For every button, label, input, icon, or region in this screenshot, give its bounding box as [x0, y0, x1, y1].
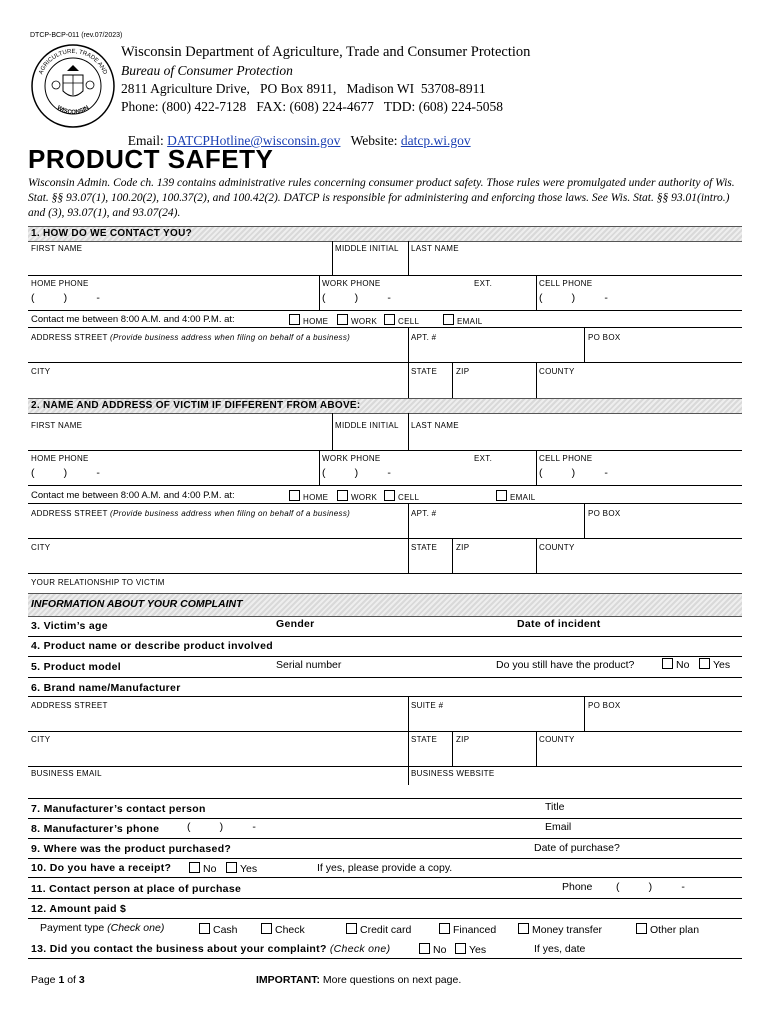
s1-last-name-label: LAST NAME	[411, 244, 459, 253]
section1-header: 1. HOW DO WE CONTACT YOU?	[31, 228, 193, 239]
receipt-no[interactable]: No	[189, 862, 216, 875]
mfr-suite-label: SUITE #	[411, 701, 444, 710]
mfr-state-label: STATE	[411, 735, 438, 744]
checkbox-icon[interactable]	[289, 314, 300, 325]
s1-contact-text: Contact me between 8:00 A.M. and 4:00 P.M. at:	[31, 314, 235, 325]
s1-address-field[interactable]	[30, 344, 406, 360]
checkbox-icon[interactable]	[346, 923, 357, 934]
s2-home-phone-field[interactable]: ( ) -	[31, 467, 100, 479]
checkbox-icon[interactable]	[226, 862, 237, 873]
checkbox-icon[interactable]	[289, 490, 300, 501]
bureau-name: Bureau of Consumer Protection	[121, 63, 293, 78]
checkbox-icon[interactable]	[439, 923, 450, 934]
state-seal-icon	[30, 43, 116, 129]
s1-home-phone-field[interactable]: ( ) -	[31, 292, 100, 304]
s1-county-label: COUNTY	[539, 367, 575, 376]
place-phone-label: Phone	[562, 881, 593, 893]
payment-type-label: Payment type (Check one)	[40, 922, 165, 934]
s1-opt-email[interactable]: EMAIL	[443, 314, 483, 326]
s2-ext-label: EXT.	[474, 454, 493, 463]
contacted-no[interactable]: No	[419, 943, 446, 956]
business-website-label: BUSINESS WEBSITE	[411, 769, 495, 778]
s2-county-label: COUNTY	[539, 543, 575, 552]
q4-label: 4. Product name or describe product involved	[31, 640, 273, 652]
svg-text:WISCONSIN	[56, 105, 91, 116]
s1-cell-phone-label: CELL PHONE	[539, 279, 593, 288]
s1-home-phone-label: HOME PHONE	[31, 279, 89, 288]
s1-ext-label: EXT.	[474, 279, 493, 288]
mfr-county-label: COUNTY	[539, 735, 575, 744]
s2-last-name-label: LAST NAME	[411, 421, 459, 430]
still-have-label: Do you still have the product?	[496, 659, 635, 671]
mfr-phone-field[interactable]: ( ) -	[187, 821, 256, 833]
checkbox-icon[interactable]	[384, 490, 395, 501]
q9-label: 9. Where was the product purchased?	[31, 843, 232, 855]
s1-work-phone-field[interactable]: ( ) -	[322, 292, 391, 304]
pay-check[interactable]: Check	[261, 923, 305, 936]
email-label: Email:	[127, 133, 164, 148]
s1-first-name-field[interactable]	[30, 254, 330, 274]
checkbox-icon[interactable]	[337, 490, 348, 501]
s2-relationship-label: YOUR RELATIONSHIP TO VICTIM	[31, 578, 165, 587]
s2-opt-email[interactable]: EMAIL	[496, 490, 536, 502]
section1-header-band	[28, 226, 742, 242]
s1-opt-cell[interactable]: CELL	[384, 314, 419, 326]
s1-last-name-field[interactable]	[410, 254, 742, 274]
gender-label: Gender	[276, 618, 315, 630]
pay-other[interactable]: Other plan	[636, 923, 699, 936]
s1-zip-label: ZIP	[456, 367, 470, 376]
agency-phones: Phone: (800) 422-7128 FAX: (608) 224-4677 TDD: (608) 224-5058	[121, 99, 503, 114]
s2-apt-label: APT. #	[411, 509, 437, 518]
pay-cash[interactable]: Cash	[199, 923, 238, 936]
complaint-header: INFORMATION ABOUT YOUR COMPLAINT	[31, 598, 243, 610]
q13-label: 13. Did you contact the business about your complaint? (Check one)	[31, 943, 391, 955]
s2-work-phone-label: WORK PHONE	[322, 454, 381, 463]
checkbox-icon[interactable]	[443, 314, 454, 325]
s1-apt-label: APT. #	[411, 333, 437, 342]
s2-po-box-label: PO BOX	[588, 509, 621, 518]
s1-po-box-label: PO BOX	[588, 333, 621, 342]
s2-cell-phone-label: CELL PHONE	[539, 454, 593, 463]
checkbox-icon[interactable]	[261, 923, 272, 934]
mfr-email-label: Email	[545, 821, 572, 833]
pay-money-transfer[interactable]: Money transfer	[518, 923, 602, 936]
page-title: PRODUCT SAFETY	[28, 144, 274, 174]
s2-city-label: CITY	[31, 543, 51, 552]
checkbox-icon[interactable]	[419, 943, 430, 954]
contacted-yes[interactable]: Yes	[455, 943, 486, 956]
checkbox-icon[interactable]	[636, 923, 647, 934]
receipt-yes[interactable]: Yes	[226, 862, 257, 875]
checkbox-icon[interactable]	[189, 862, 200, 873]
still-have-no[interactable]: No	[662, 658, 689, 671]
section2-header-band	[28, 398, 742, 414]
mfr-city-label: CITY	[31, 735, 51, 744]
s2-address-label: ADDRESS STREET (Provide business address when filing on behalf of a business)	[31, 509, 351, 518]
business-email-label: BUSINESS EMAIL	[31, 769, 102, 778]
q7-label: 7. Manufacturer’s contact person	[31, 803, 206, 815]
still-have-yes[interactable]: Yes	[699, 658, 730, 671]
place-phone-field[interactable]: ( ) -	[616, 881, 685, 893]
page-number: Page 1 of 3	[31, 974, 85, 986]
checkbox-icon[interactable]	[699, 658, 710, 669]
seal-bottom-text: WISCONSIN	[55, 104, 91, 116]
s1-opt-home[interactable]: HOME	[289, 314, 328, 326]
s2-first-name-field[interactable]	[30, 431, 330, 449]
s1-middle-initial-field[interactable]	[334, 254, 406, 274]
checkbox-icon[interactable]	[455, 943, 466, 954]
checkbox-icon[interactable]	[337, 314, 348, 325]
mfr-address-label: ADDRESS STREET	[31, 701, 108, 710]
serial-label: Serial number	[276, 659, 342, 671]
agency-name: Wisconsin Department of Agriculture, Trade and Consumer Protection	[121, 44, 531, 60]
s2-middle-initial-label: MIDDLE INITIAL	[335, 421, 399, 430]
s2-state-label: STATE	[411, 543, 438, 552]
s1-work-phone-label: WORK PHONE	[322, 279, 381, 288]
s2-opt-work[interactable]: WORK	[337, 490, 377, 502]
s2-first-name-label: FIRST NAME	[31, 421, 83, 430]
website-link[interactable]: datcp.wi.gov	[400, 133, 471, 148]
s2-opt-cell[interactable]: CELL	[384, 490, 419, 502]
date-purchase-label: Date of purchase?	[534, 842, 620, 854]
s1-first-name-label: FIRST NAME	[31, 244, 83, 253]
q8-label: 8. Manufacturer’s phone	[31, 823, 160, 835]
checkbox-icon[interactable]	[496, 490, 507, 501]
checkbox-icon[interactable]	[384, 314, 395, 325]
s1-address-label: ADDRESS STREET (Provide business address when filing on behalf of a business)	[31, 333, 351, 342]
s1-state-label: STATE	[411, 367, 438, 376]
checkbox-icon[interactable]	[662, 658, 673, 669]
s2-contact-text: Contact me between 8:00 A.M. and 4:00 P.M. at:	[31, 490, 235, 501]
complaint-header-band	[28, 593, 742, 617]
q12-label: 12. Amount paid $	[31, 903, 127, 915]
q5-label: 5. Product model	[31, 661, 121, 673]
s2-home-phone-label: HOME PHONE	[31, 454, 89, 463]
s2-opt-home[interactable]: HOME	[289, 490, 328, 502]
if-yes-date-label: If yes, date	[534, 943, 586, 955]
pay-credit[interactable]: Credit card	[346, 923, 411, 936]
seal-top-text: AGRICULTURE, TRADE AND	[38, 48, 108, 76]
q11-label: 11. Contact person at place of purchase	[31, 883, 242, 895]
email-link[interactable]: DATCPHotline@wisconsin.gov	[167, 133, 341, 148]
important-note: IMPORTANT: More questions on next page.	[256, 974, 462, 986]
form-id: DTCP-BCP-011 (rev.07/2023)	[30, 32, 123, 39]
title-label: Title	[545, 801, 565, 813]
q6-label: 6. Brand name/Manufacturer	[31, 682, 181, 694]
section2-header: 2. NAME AND ADDRESS OF VICTIM IF DIFFERENT FROM ABOVE:	[31, 400, 361, 411]
checkbox-icon[interactable]	[199, 923, 210, 934]
pay-financed[interactable]: Financed	[439, 923, 496, 936]
q3-label: 3. Victim’s age	[31, 620, 108, 632]
mfr-po-box-label: PO BOX	[588, 701, 621, 710]
mfr-zip-label: ZIP	[456, 735, 470, 744]
s2-cell-phone-field[interactable]: ( ) -	[539, 467, 608, 479]
s1-middle-initial-label: MIDDLE INITIAL	[335, 244, 399, 253]
s1-city-field[interactable]	[30, 378, 406, 396]
s2-work-phone-field[interactable]: ( ) -	[322, 467, 391, 479]
s1-city-label: CITY	[31, 367, 51, 376]
date-incident-label: Date of incident	[517, 618, 601, 630]
q10-label: 10. Do you have a receipt?	[31, 862, 172, 874]
receipt-note: If yes, please provide a copy.	[317, 862, 453, 874]
s1-opt-work[interactable]: WORK	[337, 314, 377, 326]
intro-text: Wisconsin Admin. Code ch. 139 contains administrative rules concerning consumer product safety. Those rules were promulgated under authority of Wis. Stat. §§ 93.07(1), 100.20(2), 100.37(2), and 100.42(2). DATCP is responsible for administering and enforcing those laws. See Wis. Stat. §§ 93.01(intro.) and (3), 93.07(1), and 93.07(24).	[28, 177, 735, 219]
agency-address: 2811 Agriculture Drive, PO Box 8911, Madison WI 53708-8911	[121, 81, 486, 96]
s2-zip-label: ZIP	[456, 543, 470, 552]
s1-cell-phone-field[interactable]: ( ) -	[539, 292, 608, 304]
website-label: Website:	[350, 133, 398, 148]
checkbox-icon[interactable]	[518, 923, 529, 934]
